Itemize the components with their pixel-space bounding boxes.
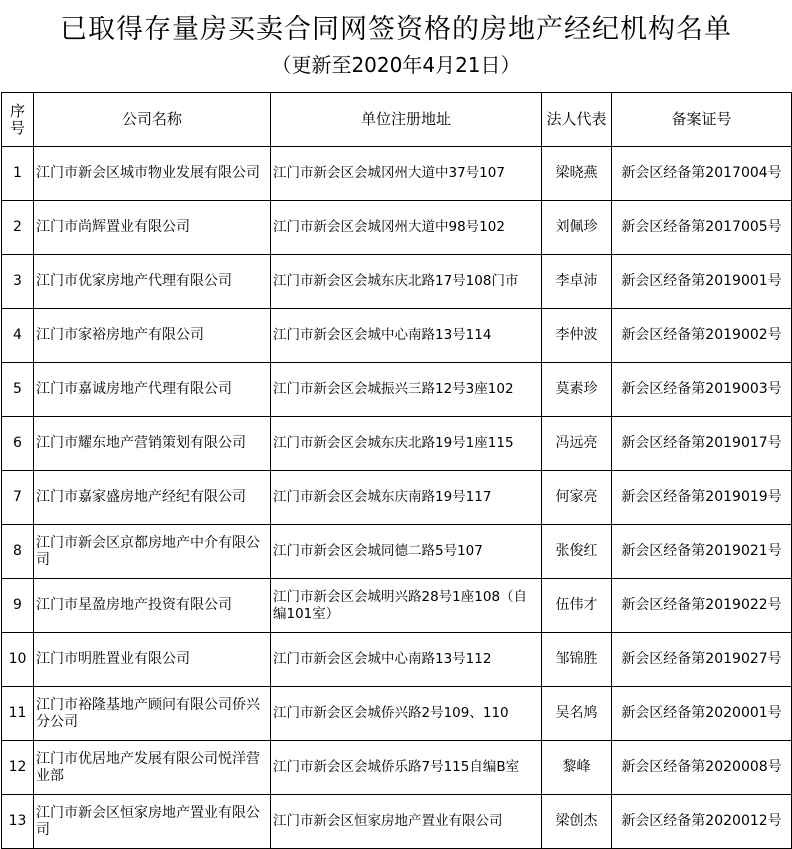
table-row: [2, 741, 792, 795]
table-row: [2, 579, 792, 633]
registered-address: 江门市新会区会城冈州大道中37号107: [271, 147, 542, 201]
registration-number: 新会区经备第2019001号: [612, 255, 792, 309]
row-number: 3: [2, 255, 34, 309]
table-row: [2, 795, 792, 849]
company-name: 江门市新会区京都房地产中介有限公司: [34, 525, 271, 579]
row-number: 6: [2, 417, 34, 471]
table-row: [2, 633, 792, 687]
legal-representative: 李卓沛: [542, 255, 612, 309]
company-name: 江门市明胜置业有限公司: [34, 633, 271, 687]
table-row: [2, 147, 792, 201]
table-row: [2, 417, 792, 471]
registered-address: 江门市新会区会城侨兴路2号109、110: [271, 687, 542, 741]
company-name: 江门市新会区城市物业发展有限公司: [34, 147, 271, 201]
legal-representative: 邹锦胜: [542, 633, 612, 687]
table-row: [2, 255, 792, 309]
registered-address: 江门市新会区会城明兴路28号1座108（自编101室）: [271, 579, 542, 633]
registration-number: 新会区经备第2019022号: [612, 579, 792, 633]
header-address: 单位注册地址: [271, 93, 542, 147]
legal-representative: 莫素珍: [542, 363, 612, 417]
registered-address: 江门市新会区会城冈州大道中98号102: [271, 201, 542, 255]
row-number: 7: [2, 471, 34, 525]
company-name: 江门市新会区恒家房地产置业有限公司: [34, 795, 271, 849]
registered-address: 江门市新会区会城东庆北路19号1座115: [271, 417, 542, 471]
company-name: 江门市尚辉置业有限公司: [34, 201, 271, 255]
registration-number: 新会区经备第2019019号: [612, 471, 792, 525]
legal-representative: 张俊红: [542, 525, 612, 579]
registered-address: 江门市新会区会城振兴三路12号3座102: [271, 363, 542, 417]
page-title: 已取得存量房买卖合同网签资格的房地产经纪机构名单: [60, 14, 732, 45]
table-row: [2, 201, 792, 255]
registration-number: 新会区经备第2020001号: [612, 687, 792, 741]
company-name: 江门市嘉诚房地产代理有限公司: [34, 363, 271, 417]
row-number: 8: [2, 525, 34, 579]
row-number: 5: [2, 363, 34, 417]
legal-representative: 梁创杰: [542, 795, 612, 849]
legal-representative: 黎峰: [542, 741, 612, 795]
legal-representative: 冯远亮: [542, 417, 612, 471]
legal-representative: 吴名鸠: [542, 687, 612, 741]
company-name: 江门市优家房地产代理有限公司: [34, 255, 271, 309]
title-block: [0, 0, 792, 92]
table-row: [2, 471, 792, 525]
registration-number: 新会区经备第2019017号: [612, 417, 792, 471]
registration-number: 新会区经备第2019027号: [612, 633, 792, 687]
registered-address: 江门市新会区会城同德二路5号107: [271, 525, 542, 579]
legal-representative: 何家亮: [542, 471, 612, 525]
legal-representative: 刘佩珍: [542, 201, 612, 255]
header-row: [2, 93, 792, 147]
registered-address: 江门市新会区恒家房地产置业有限公司: [271, 795, 542, 849]
row-number: 13: [2, 795, 34, 849]
row-number: 9: [2, 579, 34, 633]
registration-number: 新会区经备第2019002号: [612, 309, 792, 363]
legal-representative: 梁晓燕: [542, 147, 612, 201]
company-name: 江门市家裕房地产有限公司: [34, 309, 271, 363]
header-no: 序号: [2, 93, 34, 147]
company-name: 江门市星盈房地产投资有限公司: [34, 579, 271, 633]
row-number: 4: [2, 309, 34, 363]
header-company: 公司名称: [34, 93, 271, 147]
registered-address: 江门市新会区会城东庆北路17号108门市: [271, 255, 542, 309]
legal-representative: 李仲波: [542, 309, 612, 363]
header-rep: 法人代表: [542, 93, 612, 147]
header-cert: 备案证号: [612, 93, 792, 147]
table-row: [2, 363, 792, 417]
registration-number: 新会区经备第2019021号: [612, 525, 792, 579]
registration-number: 新会区经备第2020012号: [612, 795, 792, 849]
row-number: 10: [2, 633, 34, 687]
company-name: 江门市裕隆基地产顾问有限公司侨兴分公司: [34, 687, 271, 741]
registration-number: 新会区经备第2017005号: [612, 201, 792, 255]
registered-address: 江门市新会区会城侨乐路7号115自编B室: [271, 741, 542, 795]
row-number: 1: [2, 147, 34, 201]
registration-number: 新会区经备第2019003号: [612, 363, 792, 417]
legal-representative: 伍伟才: [542, 579, 612, 633]
table-row: [2, 309, 792, 363]
registered-address: 江门市新会区会城中心南路13号114: [271, 309, 542, 363]
company-name: 江门市嘉家盛房地产经纪有限公司: [34, 471, 271, 525]
row-number: 11: [2, 687, 34, 741]
row-number: 2: [2, 201, 34, 255]
registration-number: 新会区经备第2017004号: [612, 147, 792, 201]
registered-address: 江门市新会区会城中心南路13号112: [271, 633, 542, 687]
registration-number: 新会区经备第2020008号: [612, 741, 792, 795]
company-name: 江门市耀东地产营销策划有限公司: [34, 417, 271, 471]
company-name: 江门市优居地产发展有限公司悦洋营业部: [34, 741, 271, 795]
table-row: [2, 525, 792, 579]
update-date: （更新至2020年4月21日）: [271, 53, 521, 77]
registered-address: 江门市新会区会城东庆南路19号117: [271, 471, 542, 525]
table-row: [2, 687, 792, 741]
agency-table: [1, 92, 792, 849]
row-number: 12: [2, 741, 34, 795]
